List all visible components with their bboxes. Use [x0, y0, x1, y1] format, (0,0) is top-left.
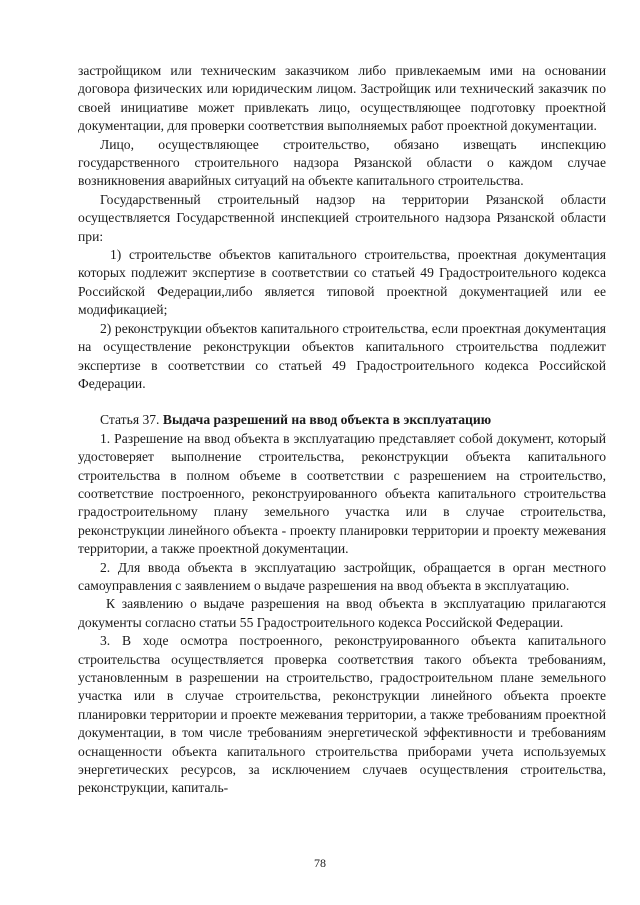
- article-title: Выдача разрешений на ввод объекта в эксплуатацию: [162, 412, 492, 428]
- paragraph-state-supervision: Государственный строительный надзор на территории Рязанской области осуществляется Государственной инспекцией строительного надзора Рязанской области при:: [78, 191, 606, 244]
- paragraph-continuation: застройщиком или техническим заказчиком либо привлекаемым ими на основании договора физических или юридическим лицом. Застройщик или технический заказчик по своей инициативе может привлекать лицо, осуществляющее подготовку проектной документации, для проверки соответствия выполняемых работ проектной документации.: [78, 63, 606, 134]
- article-paragraph-2: 2. Для ввода объекта в эксплуатацию застройщик, обращается в орган местного самоуправления с заявлением о выдаче разрешения на ввод объекта в эксплуатацию.: [78, 559, 606, 593]
- document-page: [78, 62, 606, 798]
- article-label: Статья 37.: [100, 412, 160, 428]
- article-paragraph-attachments: К заявлению о выдаче разрешения на ввод объекта в эксплуатацию прилагаются документы согласно статьи 55 Градостроительного кодекса Российской Федерации.: [78, 596, 606, 630]
- article-paragraph-3: 3. В ходе осмотра построенного, реконструированного объекта капитального строительства осуществляется проверка соответствия такого объекта требованиям, установленным в разрешении на строительство, градостроительном плане земельного участка или в случае строительства, реконструкции линейного объекта проекте планировки территории и проекте межевания территории, а также требованиям проектной документации, в том числе требованиям энергетической эффективности и требованиям оснащенности объекта капитального строительства приборами учета используемых энергетических ресурсов, за исключением случаев осуществления строительства, реконструкции, капиталь-: [78, 633, 606, 796]
- list-item-reconstruction: 2) реконструкции объектов капитального строительства, если проектная документация на осуществление реконструкции объектов капитального строительства подлежит экспертизе в соответствии со статьей 49 Градостроительного кодекса Российской Федерации.: [78, 320, 606, 391]
- article-heading: [78, 411, 606, 429]
- paragraph-emergency-notice: Лицо, осуществляющее строительство, обязано извещать инспекцию государственного строительного надзора Рязанской области о каждом случае возникновения аварийных ситуаций на объекте капитального строительства.: [78, 136, 606, 189]
- list-item-construction: 1) строительстве объектов капитального строительства, проектная документация которых подлежит экспертизе в соответствии со статьей 49 Градостроительного кодекса Российской Федерации,либо является типовой проектной документацией или ее модификацией;: [78, 247, 606, 318]
- page-number: 78: [314, 856, 326, 870]
- article-paragraph-1: 1. Разрешение на ввод объекта в эксплуатацию представляет собой документ, который удостоверяет выполнение строительства, реконструкции объекта капитального строительства в полном объеме в соответствии с разрешением на строительство, соответствие построенного, реконструированного объекта капитального строительства градостроительному плану земельного участка или в случае строительства, реконструкции линейного объекта - проекту планировки территории и проекту межевания территории, а также проектной документации.: [78, 430, 606, 557]
